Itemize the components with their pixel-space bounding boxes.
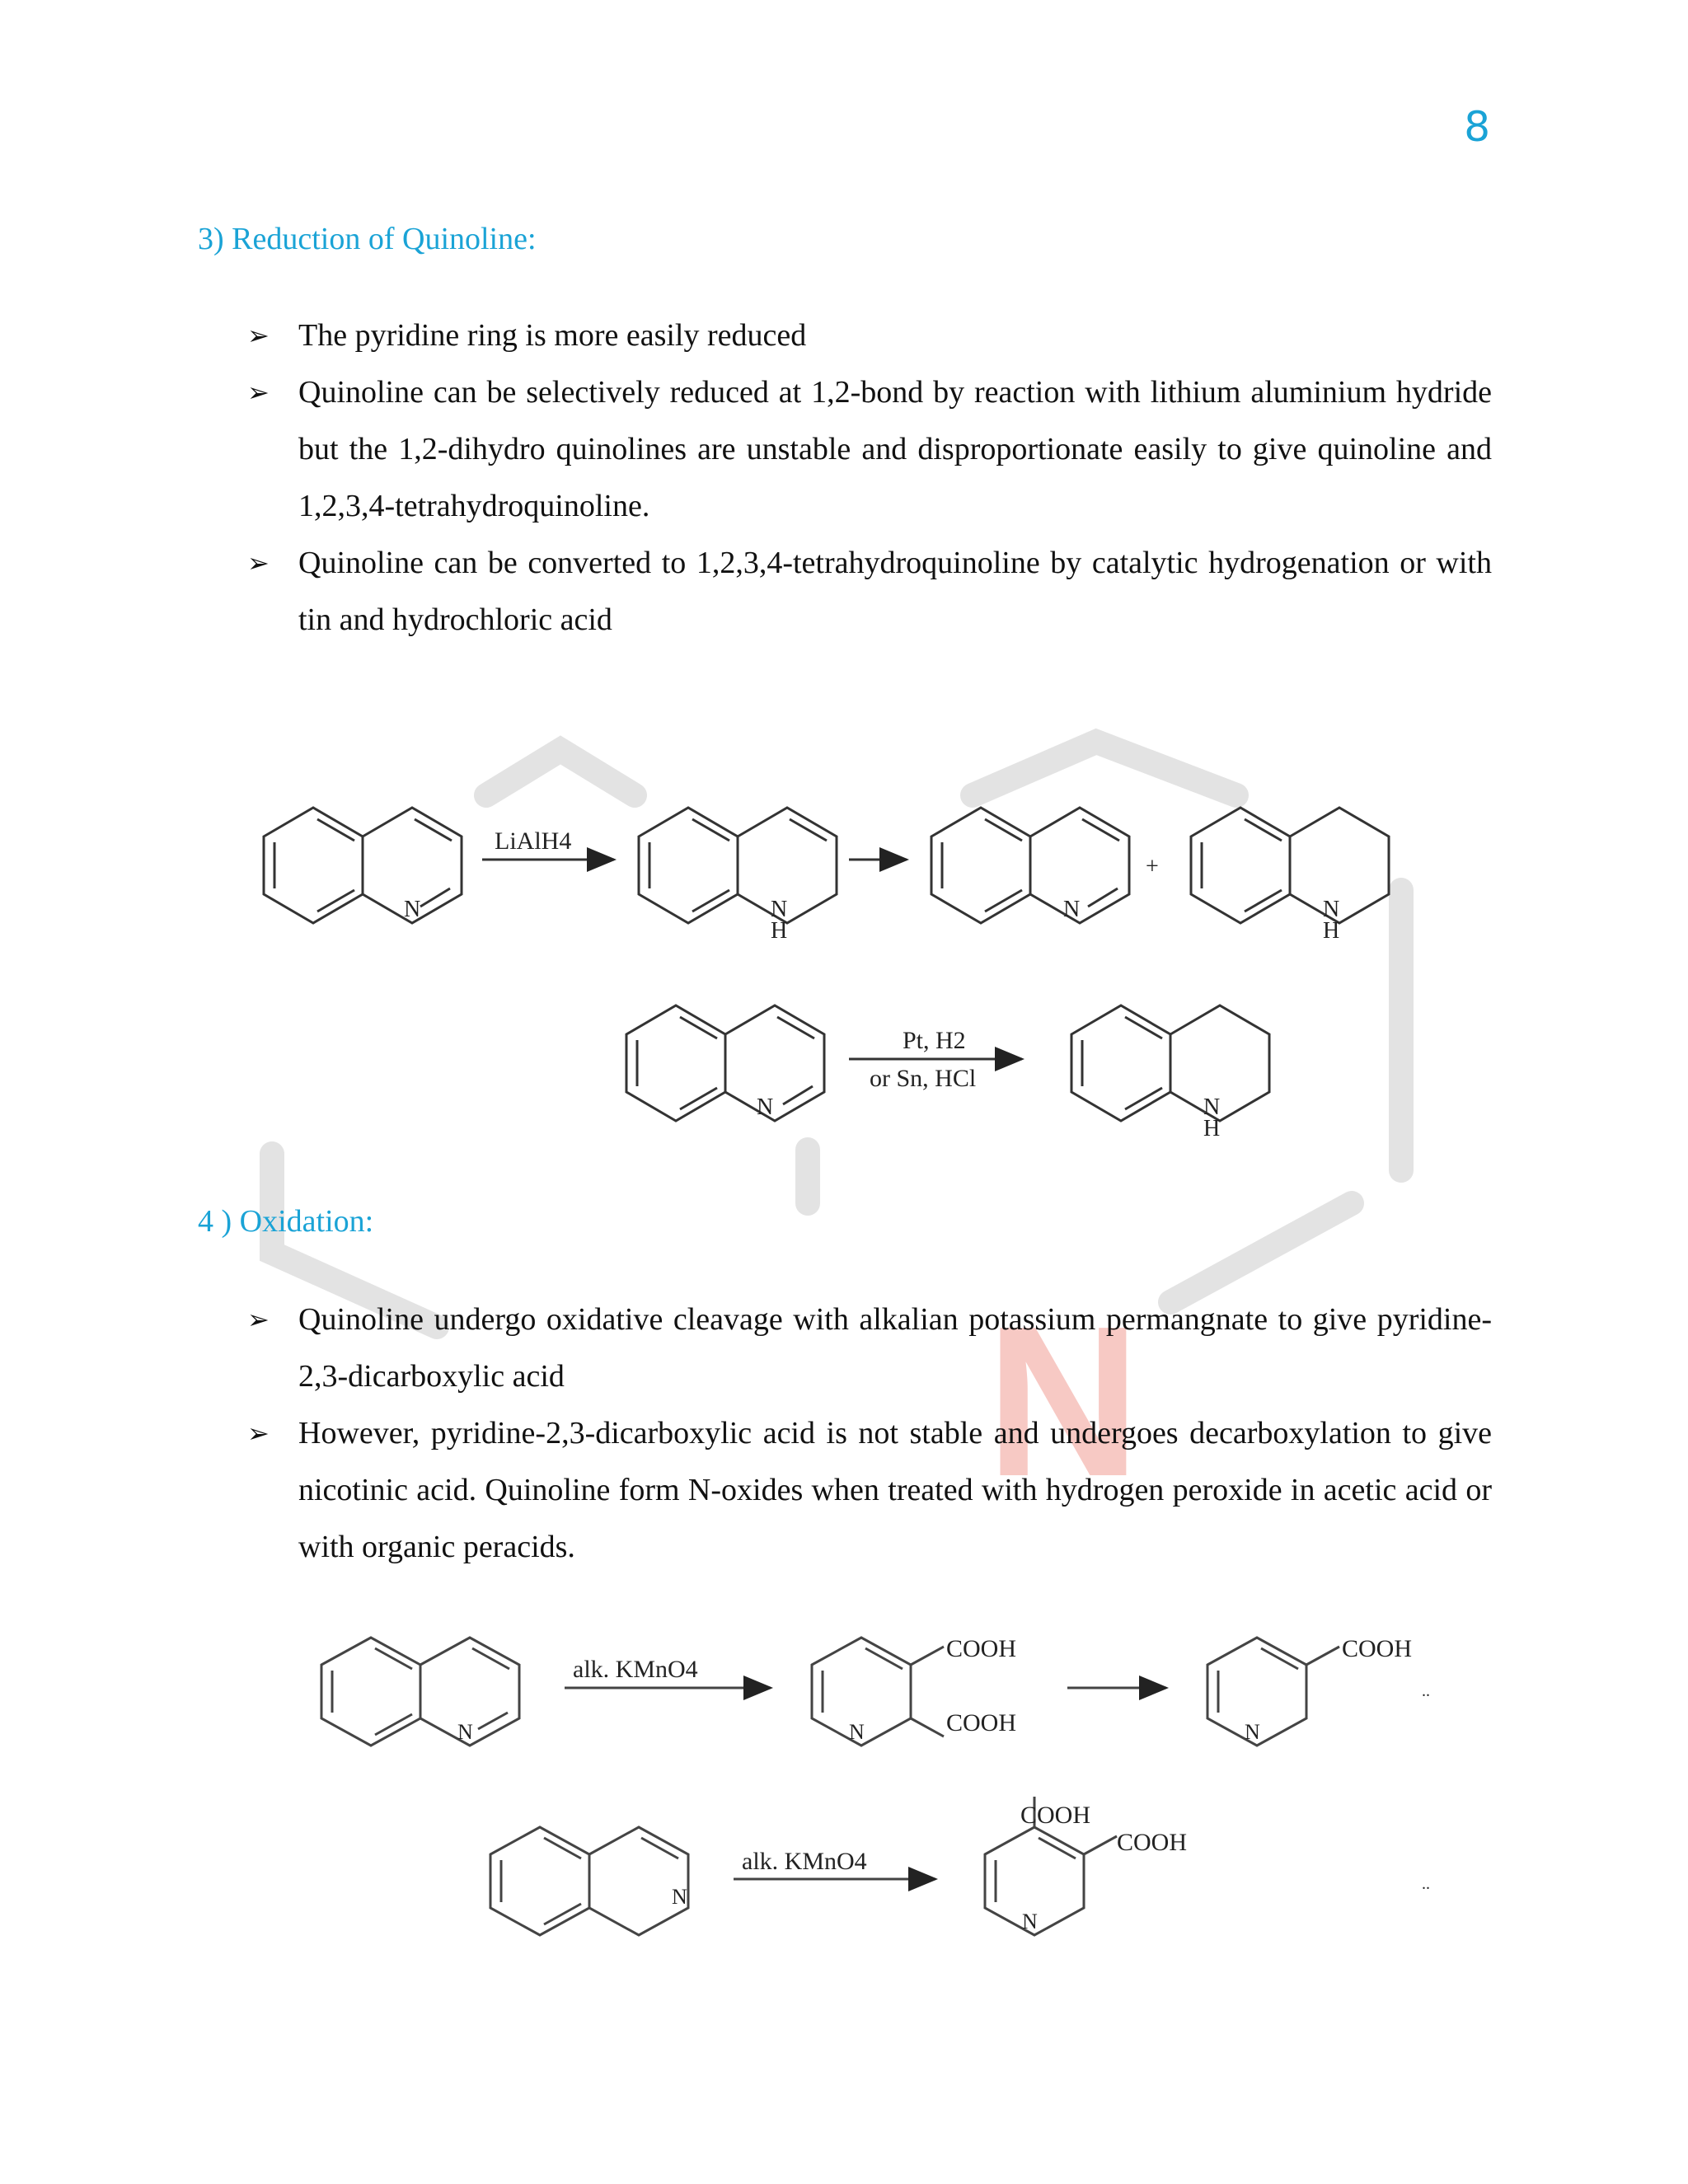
reagent-label: alk. KMnO4 (742, 1848, 867, 1875)
cooh-label: COOH (1020, 1802, 1091, 1829)
cooh-label: COOH (946, 1709, 1017, 1736)
nitrogen-label: N (1063, 897, 1081, 922)
nitrogen-label: N (1203, 1094, 1221, 1120)
nitrogen-label: N (1022, 1910, 1038, 1933)
arrow-bullet-icon: ➢ (247, 1418, 270, 1449)
hydrogen-label: H (771, 918, 788, 944)
bullet-text: Quinoline can be converted to 1,2,3,4-tetrahydroquinoline by catalytic hydrogenation or with tin and hydrochloric acid (298, 546, 1492, 637)
bullet-text: The pyridine ring is more easily reduced (298, 318, 807, 353)
watermark-letter: N (986, 1282, 1141, 1521)
pyridine-dicarboxylic-acid-structure (812, 1638, 944, 1746)
hydrogen-label: H (1203, 1116, 1221, 1141)
reagent-label: or Sn, HCl (870, 1065, 977, 1092)
nitrogen-label: N (672, 1885, 687, 1909)
dots-mark: .. (1422, 1682, 1430, 1700)
nitrogen-label: N (457, 1720, 473, 1744)
bullet-text: Quinoline can be selectively reduced at 1,2-bond by reaction with lithium aluminium hydride but the 1,2-dihydro quinolines are unstable and disproportionate easily to give quinoline and 1,2,3,4-tetrahydroquinoline. (298, 375, 1492, 523)
nitrogen-label: N (757, 1094, 774, 1120)
page-number: 8 (1464, 103, 1490, 151)
nicotinic-acid-structure (1207, 1638, 1339, 1746)
arrow-bullet-icon: ➢ (247, 320, 270, 351)
cooh-label: COOH (1117, 1829, 1188, 1856)
hydrogen-label: H (1323, 918, 1340, 944)
nitrogen-label: N (849, 1720, 865, 1744)
quinoline-structure (321, 1638, 519, 1746)
isoquinoline-structure (490, 1827, 688, 1935)
cooh-label: COOH (1342, 1635, 1413, 1662)
arrow-bullet-icon: ➢ (247, 1304, 270, 1335)
nitrogen-label: N (404, 897, 421, 922)
bullet-text: However, pyridine-2,3-dicarboxylic acid is not stable and undergoes decarboxylation to give nicotinic acid. Quinoline form N-oxides when treated with hydrogen peroxide in acetic acid or with organic peracids. (298, 1416, 1492, 1564)
plus-sign: + (1146, 854, 1159, 879)
arrow-bullet-icon: ➢ (247, 377, 270, 408)
nitrogen-label: N (771, 897, 788, 922)
cooh-label: COOH (946, 1635, 1017, 1662)
reagent-label: alk. KMnO4 (573, 1656, 698, 1683)
bullet-text: Quinoline undergo oxidative cleavage with alkalian potassium permangnate to give pyridine-2,3-dicarboxylic acid (298, 1302, 1492, 1394)
section-heading-oxidation: 4 ) Oxidation: (198, 1204, 374, 1239)
nitrogen-label: N (1245, 1720, 1260, 1744)
reagent-label: LiAlH4 (495, 827, 572, 855)
reagent-label: Pt, H2 (903, 1027, 966, 1054)
nitrogen-label: N (1323, 897, 1340, 922)
dots-mark: .. (1422, 1875, 1430, 1893)
arrow-bullet-icon: ➢ (247, 547, 270, 579)
section-heading-reduction: 3) Reduction of Quinoline: (198, 222, 537, 256)
